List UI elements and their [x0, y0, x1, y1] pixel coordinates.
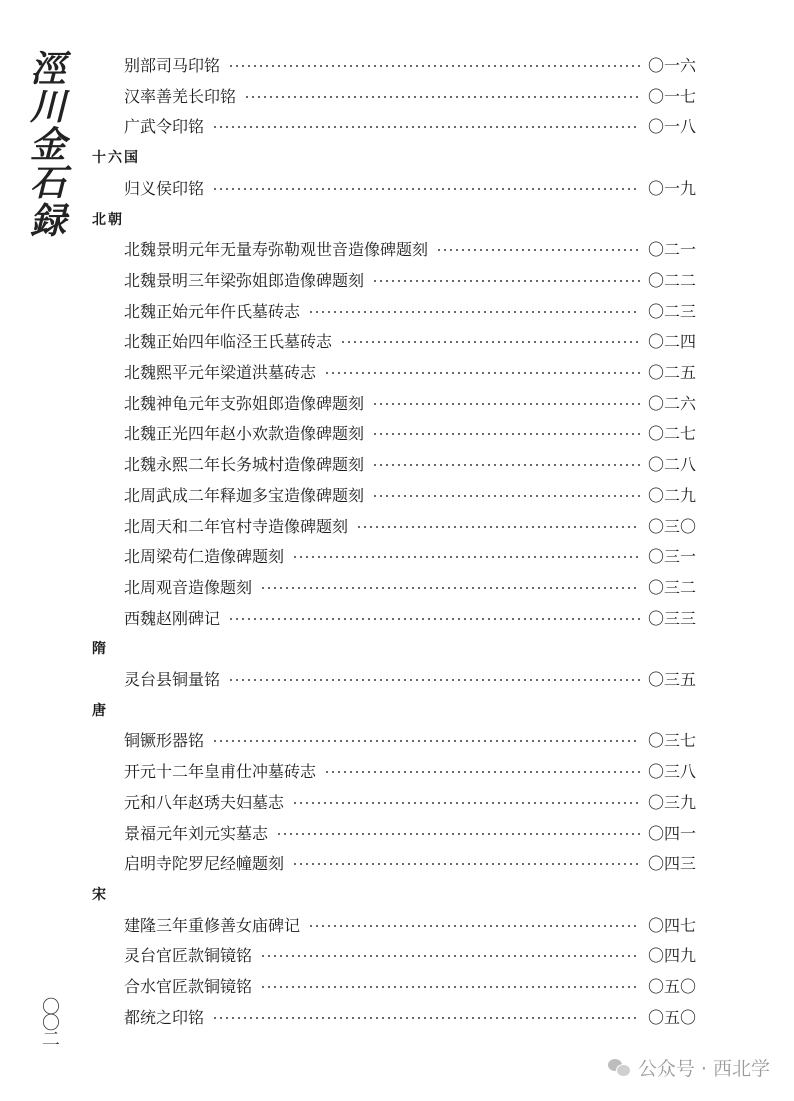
toc-entry[interactable]: [124, 666, 696, 690]
toc-entry[interactable]: [124, 420, 696, 444]
entry-title: 北魏熙平元年梁道洪墓砖志: [124, 362, 317, 382]
entry-page-number: 〇四一: [647, 823, 696, 843]
entry-page-number: 〇二四: [647, 331, 696, 351]
entry-title: 别部司马印铭: [124, 55, 221, 75]
toc-entry[interactable]: [124, 359, 696, 383]
section-heading: 北朝: [92, 212, 124, 228]
toc-entry[interactable]: [124, 1004, 696, 1028]
entry-title: 北魏景明三年梁弥姐郎造像碑题刻: [124, 270, 365, 290]
dot-leader: [212, 188, 640, 190]
entry-page-number: 〇二二: [647, 270, 696, 290]
book-title-char: 金: [29, 124, 66, 166]
dot-leader: [356, 526, 640, 528]
entry-title: 合水官匠款铜镜铭: [124, 976, 253, 996]
dot-leader: [372, 280, 640, 282]
section-heading: 唐: [92, 703, 108, 719]
watermark-text: 公众号 · 西北学: [637, 1058, 770, 1080]
page-number-char: 〇: [42, 997, 60, 1018]
dot-leader: [260, 955, 640, 957]
dot-leader: [228, 65, 640, 67]
dot-leader: [260, 986, 640, 988]
toc-entry[interactable]: [124, 83, 696, 107]
entry-page-number: 〇三七: [647, 730, 696, 750]
entry-title: 铜镢形器铭: [124, 730, 205, 750]
entry-title: 元和八年赵琇夫妇墓志: [124, 792, 285, 812]
entry-title: 北周天和二年官村寺造像碑题刻: [124, 516, 349, 536]
dot-leader: [212, 1017, 640, 1019]
page-number-char: 〇: [42, 1013, 60, 1034]
page-number-char: 二: [42, 1029, 60, 1050]
toc-entry[interactable]: [124, 789, 696, 813]
dot-leader: [372, 403, 640, 405]
entry-page-number: 〇二六: [647, 393, 696, 413]
toc-entry[interactable]: [124, 605, 696, 629]
toc-entry[interactable]: [124, 973, 696, 997]
entry-page-number: 〇一八: [647, 116, 696, 136]
entry-page-number: 〇三〇: [647, 516, 696, 536]
page-number: [40, 997, 62, 1050]
toc-entry[interactable]: [124, 328, 696, 352]
entry-page-number: 〇一七: [647, 86, 696, 106]
dot-leader: [292, 863, 640, 865]
dot-leader: [372, 433, 640, 435]
toc-entry[interactable]: [124, 267, 696, 291]
entry-title: 北周观音造像题刻: [124, 577, 253, 597]
dot-leader: [212, 126, 640, 128]
entry-title: 灵台县铜量铭: [124, 669, 221, 689]
dot-leader: [436, 249, 640, 251]
section-heading: 宋: [92, 887, 108, 903]
dot-leader: [324, 372, 640, 374]
entry-title: 北魏正始四年临泾王氏墓砖志: [124, 331, 333, 351]
entry-page-number: 〇二八: [647, 454, 696, 474]
entry-title: 开元十二年皇甫仕冲墓砖志: [124, 761, 317, 781]
dot-leader: [292, 802, 640, 804]
toc-entry[interactable]: [124, 52, 696, 76]
entry-title: 汉率善羌长印铭: [124, 86, 237, 106]
toc-entry[interactable]: [124, 175, 696, 199]
entry-title: 广武令印铭: [124, 116, 205, 136]
entry-page-number: 〇一六: [647, 55, 696, 75]
toc-entry[interactable]: [124, 543, 696, 567]
book-title-char: 涇: [29, 48, 66, 90]
toc-entry[interactable]: [124, 482, 696, 506]
toc-entry[interactable]: [124, 850, 696, 874]
toc-entry[interactable]: [124, 758, 696, 782]
entry-page-number: 〇二九: [647, 485, 696, 505]
entry-title: 景福元年刘元实墓志: [124, 823, 269, 843]
chat-bubble-icon: [608, 1059, 630, 1077]
toc-entry[interactable]: [124, 513, 696, 537]
entry-page-number: 〇三一: [647, 546, 696, 566]
dot-leader: [372, 495, 640, 497]
entry-page-number: 〇二七: [647, 423, 696, 443]
dot-leader: [228, 679, 640, 681]
toc-entry[interactable]: [124, 574, 696, 598]
dot-leader: [308, 311, 640, 313]
entry-title: 西魏赵刚碑记: [124, 608, 221, 628]
dot-leader: [260, 587, 640, 589]
entry-title: 建隆三年重修善女庙碑记: [124, 915, 301, 935]
toc-entry[interactable]: [124, 113, 696, 137]
dot-leader: [324, 771, 640, 773]
entry-page-number: 〇三九: [647, 792, 696, 812]
entry-page-number: 〇二三: [647, 301, 696, 321]
entry-page-number: 〇二五: [647, 362, 696, 382]
entry-page-number: 〇五〇: [647, 1007, 696, 1027]
watermark: [608, 1054, 770, 1081]
dot-leader: [276, 833, 640, 835]
entry-page-number: 〇四三: [647, 853, 696, 873]
section-heading: 十六国: [92, 150, 140, 166]
toc-entry[interactable]: [124, 236, 696, 260]
toc-entry[interactable]: [124, 298, 696, 322]
entry-title: 北魏神龟元年支弥姐郎造像碑题刻: [124, 393, 365, 413]
toc-entry[interactable]: [124, 390, 696, 414]
entry-page-number: 〇一九: [647, 178, 696, 198]
entry-page-number: 〇五〇: [647, 976, 696, 996]
entry-page-number: 〇三五: [647, 669, 696, 689]
entry-title: 北魏正光四年赵小欢款造像碑题刻: [124, 423, 365, 443]
entry-title: 北周武成二年释迦多宝造像碑题刻: [124, 485, 365, 505]
entry-title: 北魏正始元年仵氏墓砖志: [124, 301, 301, 321]
entry-page-number: 〇三八: [647, 761, 696, 781]
entry-title: 归义侯印铭: [124, 178, 205, 198]
book-title-char: 石: [29, 162, 66, 204]
entry-title: 北魏景明元年无量寿弥勒观世音造像碑题刻: [124, 239, 429, 259]
dot-leader: [292, 556, 640, 558]
section-heading: 隋: [92, 641, 108, 657]
entry-title: 启明寺陀罗尼经幢题刻: [124, 853, 285, 873]
book-title-char: 録: [29, 200, 66, 242]
toc-entry[interactable]: [124, 912, 696, 936]
entry-title: 北周梁苟仁造像碑题刻: [124, 546, 285, 566]
toc-entry[interactable]: [124, 727, 696, 751]
book-title-char: 川: [29, 86, 66, 128]
entry-title: 灵台官匠款铜镜铭: [124, 945, 253, 965]
entry-page-number: 〇四九: [647, 945, 696, 965]
entry-page-number: 〇三二: [647, 577, 696, 597]
dot-leader: [372, 464, 640, 466]
entry-page-number: 〇二一: [647, 239, 696, 259]
dot-leader: [340, 341, 640, 343]
dot-leader: [244, 96, 640, 98]
entry-page-number: 〇四七: [647, 915, 696, 935]
entry-title: 都统之印铭: [124, 1007, 205, 1027]
dot-leader: [212, 740, 640, 742]
dot-leader: [228, 618, 640, 620]
toc-entry[interactable]: [124, 820, 696, 844]
toc-entry[interactable]: [124, 942, 696, 966]
entry-title: 北魏永熙二年长务城村造像碑题刻: [124, 454, 365, 474]
dot-leader: [308, 925, 640, 927]
toc-entry[interactable]: [124, 451, 696, 475]
entry-page-number: 〇三三: [647, 608, 696, 628]
